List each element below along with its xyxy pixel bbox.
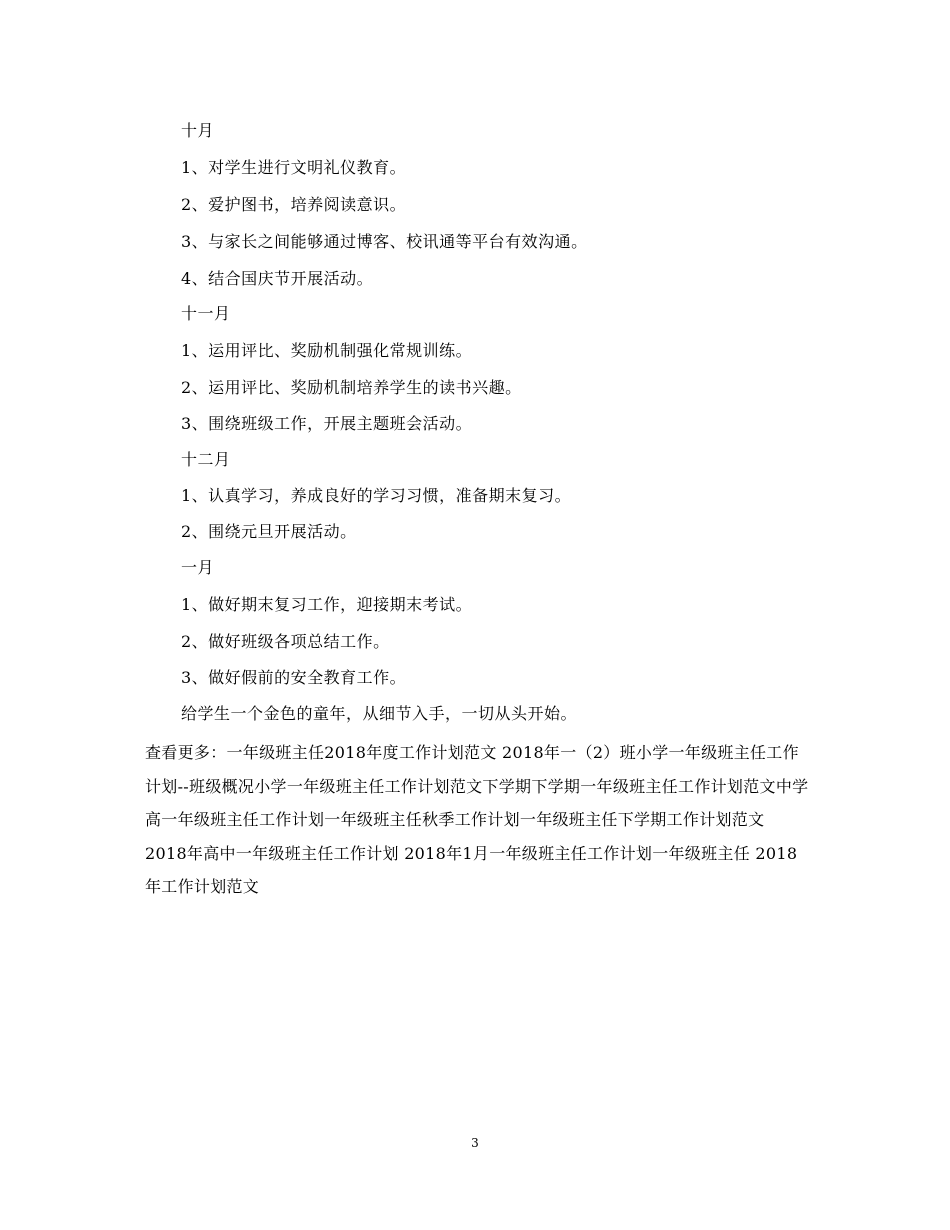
list-item: 3、做好假前的安全教育工作。	[181, 668, 407, 687]
section-heading-october: 十月	[181, 121, 215, 140]
list-item: 1、对学生进行文明礼仪教育。	[181, 158, 407, 177]
section-heading-december: 十二月	[181, 450, 231, 469]
section-heading-january: 一月	[181, 558, 215, 577]
page-number: 3	[471, 1136, 479, 1150]
list-item: 2、围绕元旦开展活动。	[181, 522, 357, 541]
list-item: 4、结合国庆节开展活动。	[181, 269, 374, 288]
list-item: 1、运用评比、奖励机制强化常规训练。	[181, 341, 473, 360]
list-item: 3、围绕班级工作，开展主题班会活动。	[181, 414, 473, 433]
list-item: 3、与家长之间能够通过博客、校讯通等平台有效沟通。	[181, 232, 588, 251]
section-heading-november: 十一月	[181, 304, 231, 323]
see-more-paragraph: 查看更多：一年级班主任2018年度工作计划范文 2018年一（2）班小学一年级班主任工作计划--班级概况小学一年级班主任工作计划范文下学期下学期一年级班主任工作计划范文中学高一年级班主任工作计划一年级班主任秋季工作计划一年级班主任下学期工作计划范文 2018年高中一年级班主任工作计划 2018年1月一年级班主任工作计划一年级班主任 2018年工作计划范文	[145, 743, 809, 897]
list-item: 1、认真学习，养成良好的学习习惯，准备期末复习。	[181, 486, 572, 505]
list-item: 2、爱护图书，培养阅读意识。	[181, 195, 407, 214]
list-item: 2、运用评比、奖励机制培养学生的读书兴趣。	[181, 378, 522, 397]
list-item: 2、做好班级各项总结工作。	[181, 632, 390, 651]
closing-statement: 给学生一个金色的童年，从细节入手，一切从头开始。	[181, 704, 578, 723]
list-item: 1、做好期末复习工作，迎接期末考试。	[181, 595, 473, 614]
